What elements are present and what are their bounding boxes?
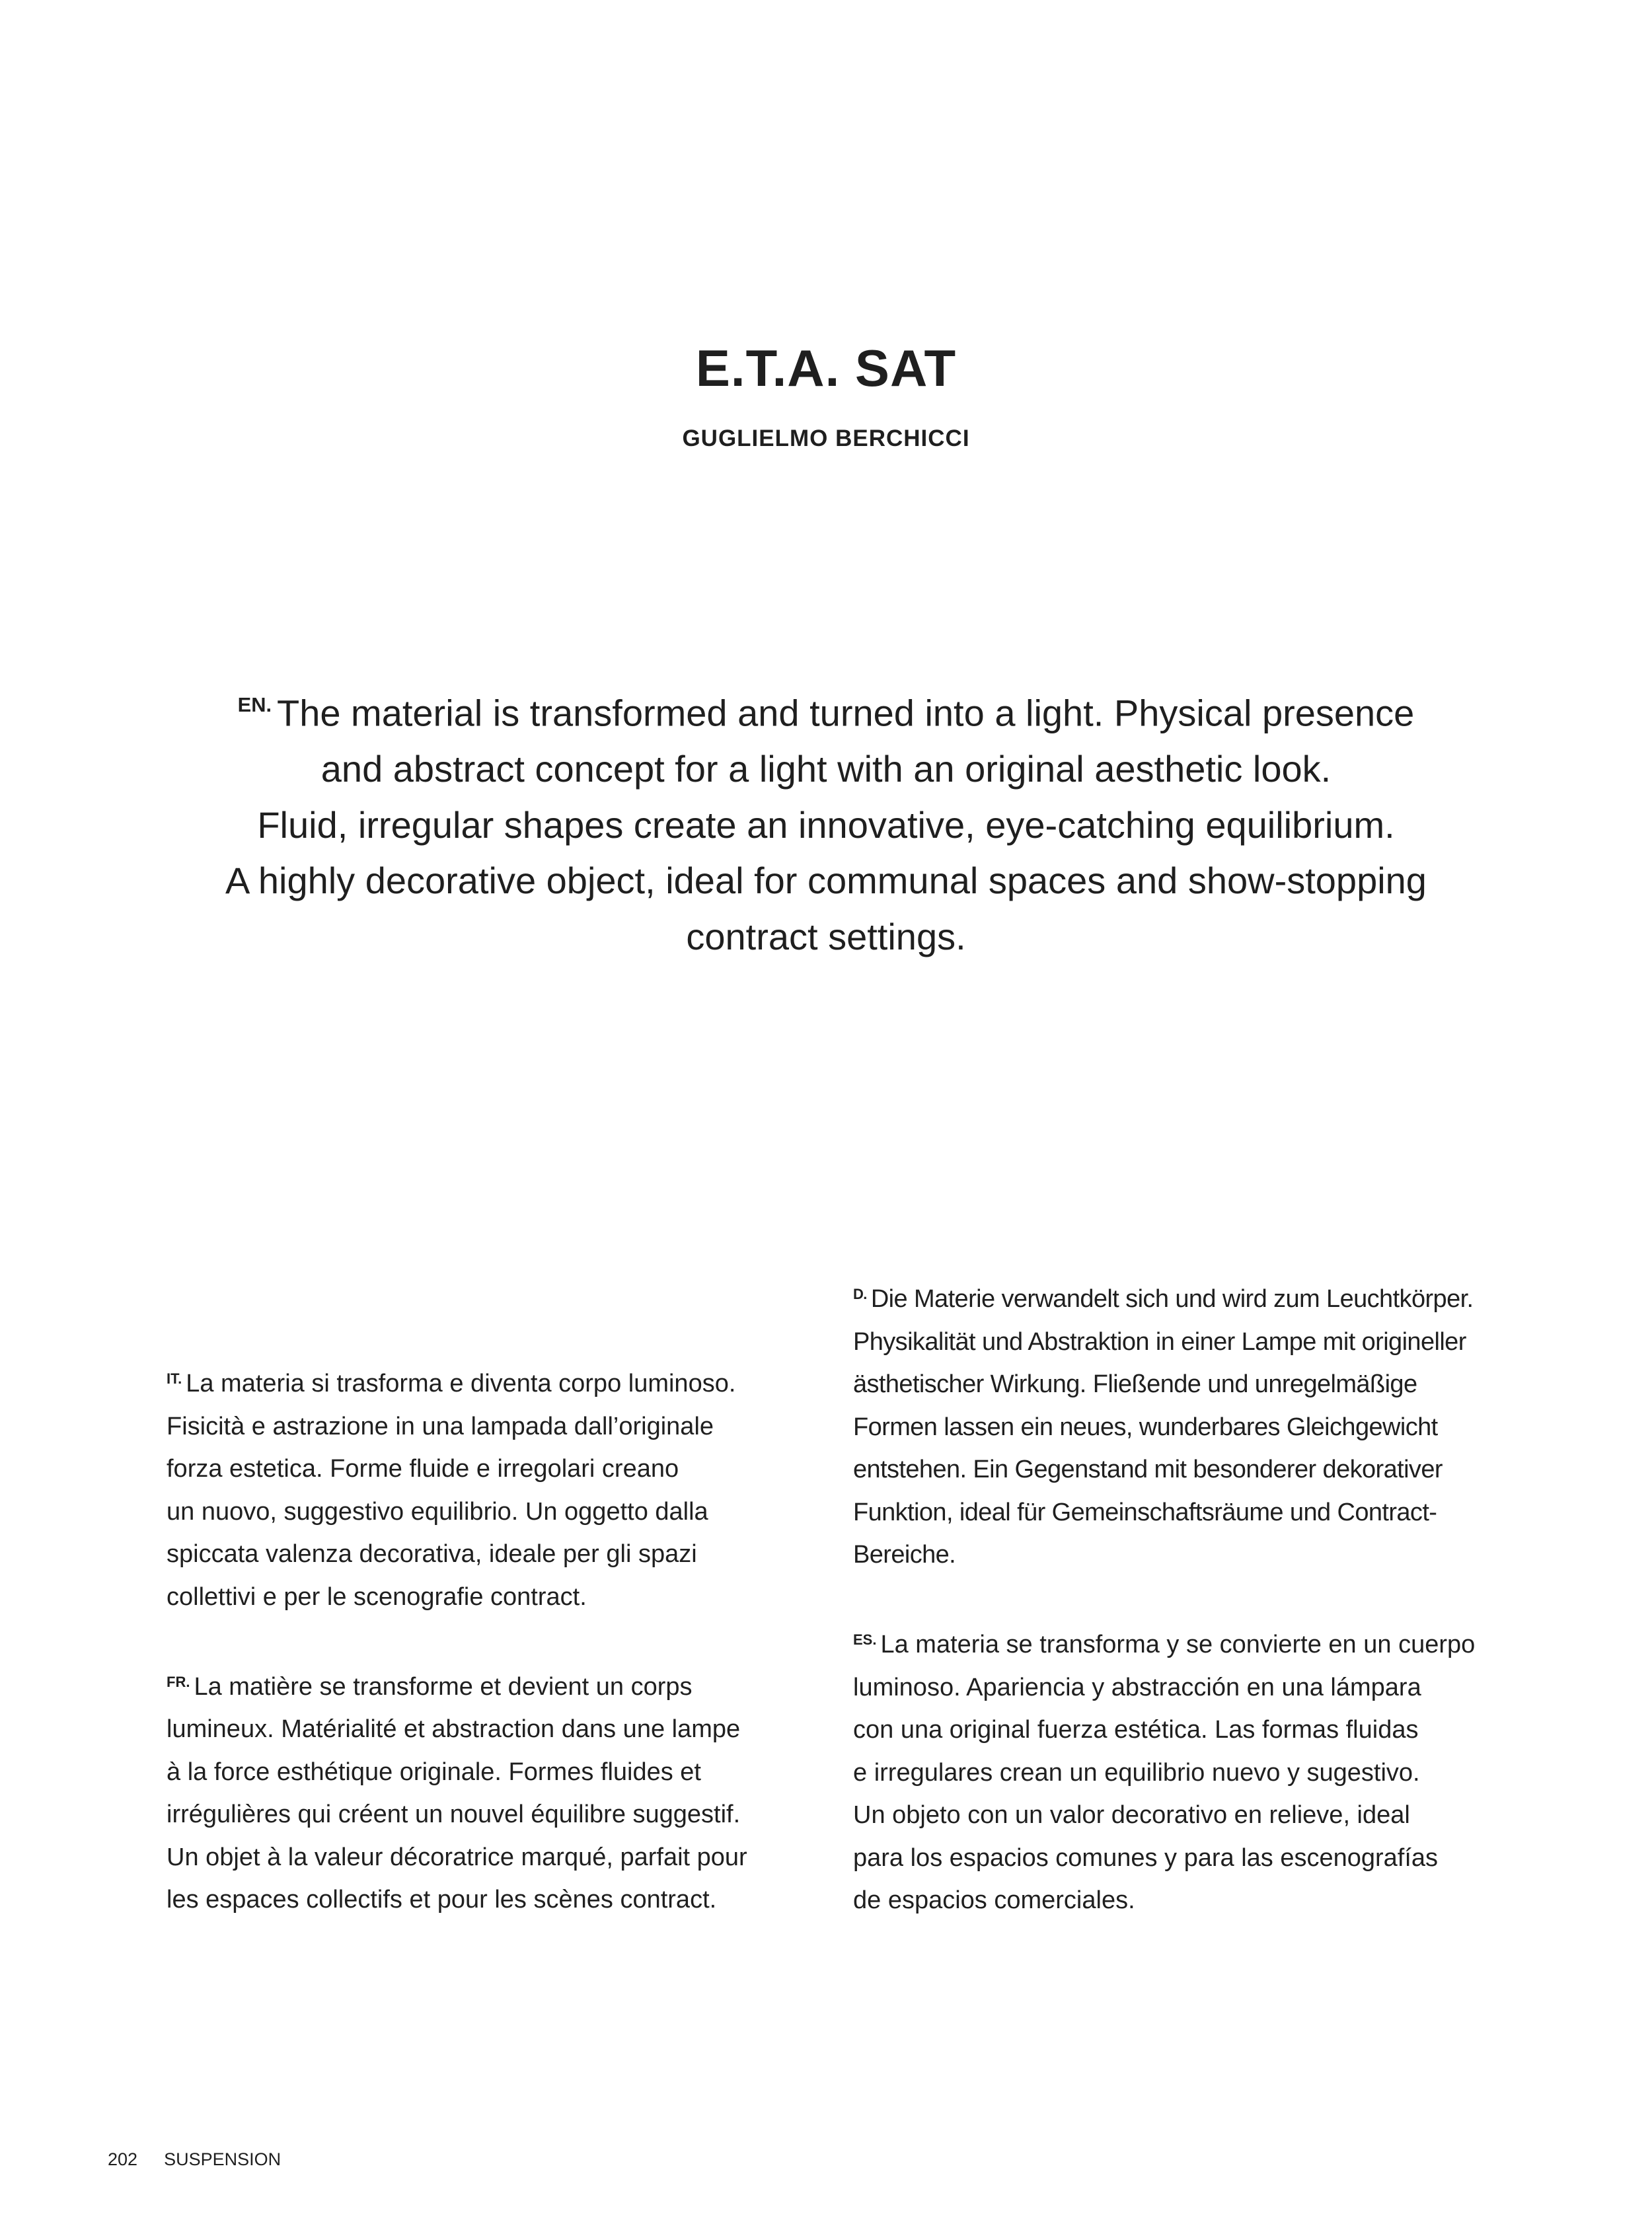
text-line: entstehen. Ein Gegenstand mit besonderer dekorativer: [853, 1456, 1443, 1483]
language-tag: D.: [853, 1286, 867, 1302]
text-line: Physikalität und Abstraktion in einer Lampe mit origineller: [853, 1327, 1466, 1356]
english-description: [0, 677, 1652, 965]
text-line: $^{ES.}$ La materia se transforma y se convierte en un cuerpo: [853, 1631, 1476, 1658]
text-line: collettivi e per le scenografie contract.: [167, 1582, 587, 1611]
text-line: Fisicità e astrazione in una lampada dall’originale: [167, 1412, 714, 1440]
language-tag: FR.: [167, 1673, 190, 1690]
german-description: [853, 1273, 1547, 1577]
text-line: Un objet à la valeur décoratrice marqué, parfait pour: [167, 1843, 747, 1871]
text-line: Bereiche.: [853, 1541, 956, 1569]
text-line: Formen lassen ein neues, wunderbares Gleichgewicht: [853, 1413, 1438, 1441]
french-description: [167, 1661, 827, 1921]
text-line: $^{IT.}$ La materia si trasforma e diventa corpo luminoso.: [167, 1370, 736, 1397]
product-title: E.T.A. SAT: [695, 339, 957, 397]
text-line: and abstract concept for a light with an original aesthetic look.: [320, 748, 1332, 790]
text-line: e irregulares crean un equilibrio nuevo y sugestivo.: [853, 1758, 1420, 1787]
text-line: spiccata valenza decorativa, ideale per gli spazi: [167, 1540, 697, 1568]
language-tag: IT.: [167, 1370, 182, 1387]
text-line: les espaces collectifs et pour les scènes contract.: [167, 1886, 717, 1914]
text-line: Funktion, ideal für Gemeinschaftsräume und Contract-: [853, 1498, 1437, 1526]
text-line: à la force esthétique originale. Formes fluides et: [167, 1758, 701, 1786]
section-name: SUSPENSION: [164, 2149, 282, 2169]
page-footer: [108, 2149, 307, 2170]
language-tag: ES.: [853, 1631, 877, 1648]
language-tag: EN.: [237, 693, 272, 716]
text-line: contract settings.: [686, 915, 966, 957]
text-line: un nuovo, suggestivo equilibrio. Un oggetto dalla: [167, 1497, 708, 1526]
text-line: $^{FR.}$ La matière se transforme et devient un corps: [167, 1672, 693, 1701]
page-number: 202: [108, 2149, 138, 2169]
text-line: Un objeto con un valor decorativo en relieve, ideal: [853, 1801, 1410, 1829]
text-line: A highly decorative object, ideal for communal spaces and show-stopping: [225, 860, 1427, 902]
left-column: [167, 1358, 827, 1964]
text-line: luminoso. Apariencia y abstracción en una lámpara: [853, 1673, 1421, 1701]
text-line: Fluid, irregular shapes create an innovative, eye-catching equilibrium.: [257, 803, 1395, 846]
text-line: para los espacios comunes y para las escenografías: [853, 1843, 1439, 1872]
right-column: [853, 1273, 1547, 1964]
spanish-description: [853, 1619, 1547, 1922]
text-line: irrégulières qui créent un nouvel équilibre suggestif.: [167, 1801, 741, 1828]
designer-name: GUGLIELMO BERCHICCI: [682, 426, 970, 451]
text-line: $^{D.}$ Die Materie verwandelt sich und wird zum Leuchtkörper.: [853, 1285, 1474, 1313]
text-line: lumineux. Matérialité et abstraction dans une lampe: [167, 1715, 741, 1743]
text-line: ästhetischer Wirkung. Fließende und unregelmäßige: [853, 1370, 1417, 1398]
text-line: con una original fuerza estética. Las formas fluidas: [853, 1716, 1419, 1744]
text-line: $^{EN.}$ The material is transformed and turned into a light. Physical presence: [237, 692, 1415, 734]
text-line: de espacios comerciales.: [853, 1886, 1135, 1914]
text-line: forza estetica. Forme fluide e irregolari creano: [167, 1455, 679, 1483]
italian-description: [167, 1358, 827, 1618]
